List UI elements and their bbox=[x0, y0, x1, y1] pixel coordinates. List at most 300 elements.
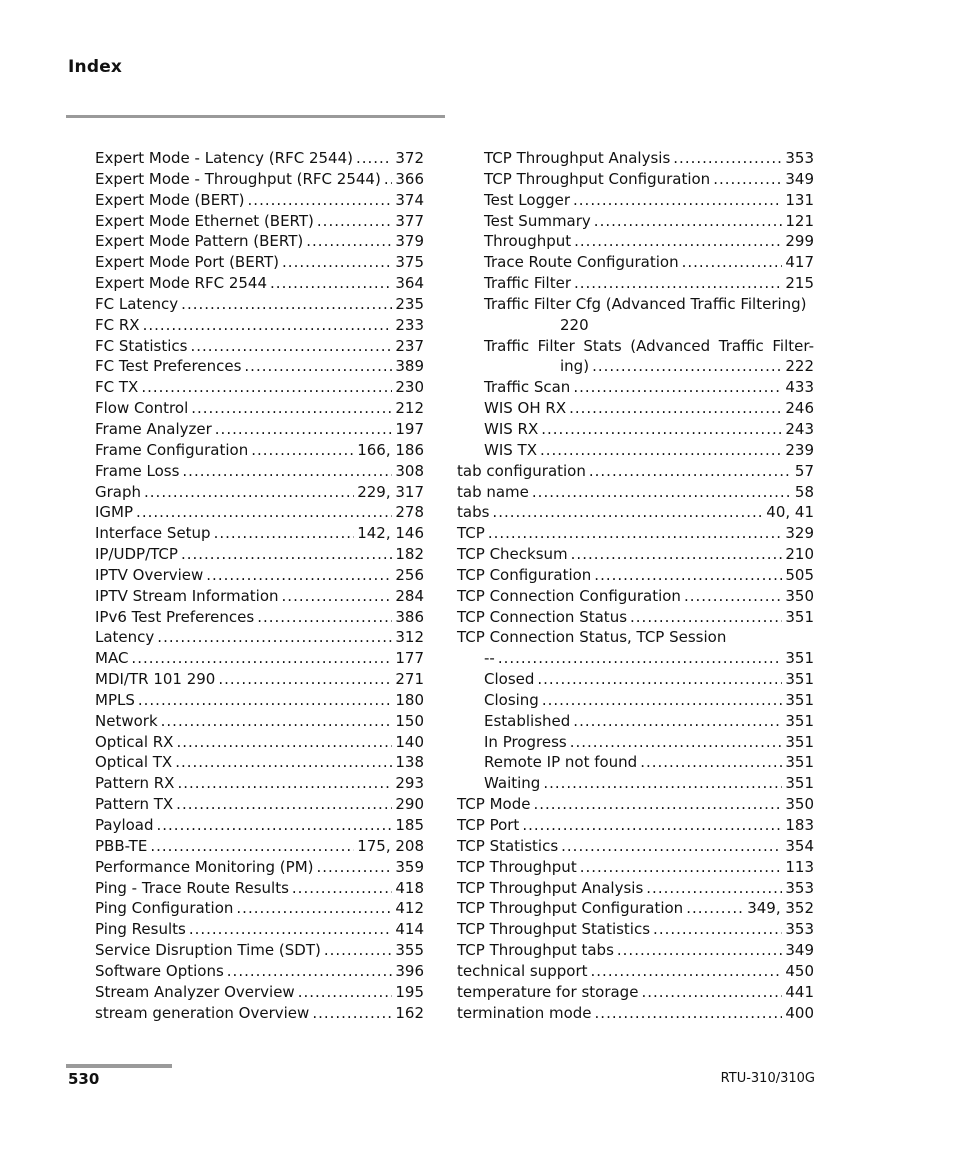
entry-page: 354 bbox=[785, 836, 814, 855]
entry-page: 175, 208 bbox=[357, 836, 424, 855]
dot-leader bbox=[673, 148, 782, 169]
entry-page: 412 bbox=[395, 899, 424, 918]
entry-page: 359 bbox=[395, 857, 424, 876]
entry-page: 441 bbox=[785, 982, 814, 1001]
entry-label: TCP Port bbox=[457, 816, 520, 834]
entry-label: Expert Mode RFC 2544 bbox=[95, 274, 268, 293]
index-entry bbox=[95, 1003, 424, 1024]
entry-label: Traffic Filter Cfg (Advanced Traffic Filtering) bbox=[484, 294, 807, 313]
index-entry bbox=[457, 544, 814, 565]
entry-label: Service Disruption Time (SDT) bbox=[95, 941, 321, 960]
entry-page: 195 bbox=[395, 982, 424, 1001]
index-entry bbox=[457, 148, 814, 169]
entry-label: TCP Connection Status bbox=[457, 607, 628, 626]
entry-page: 396 bbox=[395, 961, 424, 980]
dot-leader bbox=[630, 607, 782, 628]
entry-page: 351 bbox=[785, 670, 814, 689]
index-entry bbox=[95, 961, 424, 982]
entry-label: Stream Analyzer Overview bbox=[95, 982, 295, 1001]
index-entry bbox=[95, 815, 424, 836]
entry-label: Expert Mode Port (BERT) bbox=[95, 253, 280, 272]
index-entry bbox=[457, 836, 814, 857]
dot-leader bbox=[282, 252, 392, 273]
index-entry bbox=[457, 419, 814, 440]
index-entry bbox=[457, 857, 814, 878]
dot-leader bbox=[573, 377, 782, 398]
index-entry-session-heading: TCP Connection Status, TCP Session bbox=[457, 628, 727, 647]
entry-page: 351 bbox=[785, 607, 814, 626]
entry-page: 183 bbox=[785, 816, 814, 834]
dot-leader bbox=[312, 1003, 392, 1024]
index-entry bbox=[95, 857, 424, 878]
entry-label: Frame Analyzer bbox=[95, 419, 212, 438]
entry-page: 271 bbox=[395, 670, 424, 689]
entry-label: Network bbox=[95, 711, 158, 730]
index-entry bbox=[95, 940, 424, 961]
entry-page: 386 bbox=[395, 607, 424, 626]
entry-page: 351 bbox=[785, 774, 814, 793]
dot-leader bbox=[533, 794, 782, 815]
entry-page: 350 bbox=[785, 795, 814, 814]
dot-leader bbox=[569, 398, 782, 419]
index-entry bbox=[95, 315, 424, 336]
index-entry bbox=[457, 565, 814, 586]
index-entry bbox=[95, 565, 424, 586]
entry-page: 299 bbox=[785, 232, 814, 251]
dot-leader bbox=[144, 482, 354, 503]
entry-label: WIS RX bbox=[484, 419, 539, 438]
index-entry bbox=[95, 711, 424, 732]
index-entry bbox=[457, 461, 814, 482]
entry-page: 138 bbox=[395, 753, 424, 772]
index-entry bbox=[95, 794, 424, 815]
index-entry bbox=[457, 982, 814, 1003]
entry-page: 450 bbox=[785, 961, 814, 980]
dot-leader bbox=[492, 502, 763, 523]
entry-label: TCP Mode bbox=[457, 795, 531, 814]
word: Filter bbox=[537, 336, 575, 355]
entry-label: Traffic Filter bbox=[484, 274, 571, 293]
entry-page: 233 bbox=[395, 315, 424, 334]
entry-label: Expert Mode Pattern (BERT) bbox=[95, 232, 304, 251]
dot-leader bbox=[574, 273, 782, 294]
entry-page: 222 bbox=[785, 357, 814, 376]
index-entry bbox=[95, 773, 424, 794]
index-entry bbox=[457, 482, 814, 503]
dot-leader bbox=[244, 356, 392, 377]
entry-page: 351 bbox=[785, 732, 814, 751]
entry-page: 355 bbox=[395, 941, 424, 960]
entry-label: IPTV Stream Information bbox=[95, 586, 279, 605]
entry-page: 215 bbox=[785, 274, 814, 293]
entry-label: Traffic Scan bbox=[484, 378, 571, 397]
index-entry bbox=[457, 732, 814, 753]
index-entry bbox=[457, 586, 814, 607]
entry-label: termination mode bbox=[457, 1003, 592, 1022]
footer-model-name: RTU-310/310G bbox=[720, 1071, 815, 1086]
entry-label: FC TX bbox=[95, 378, 139, 397]
entry-label: Expert Mode - Throughput (RFC 2544) bbox=[95, 169, 381, 188]
entry-label: WIS TX bbox=[484, 440, 537, 459]
index-entry bbox=[95, 294, 424, 315]
index-left-column bbox=[95, 148, 424, 1023]
dot-leader bbox=[191, 398, 392, 419]
entry-page: 210 bbox=[785, 545, 814, 564]
index-entry bbox=[95, 732, 424, 753]
word: Filter- bbox=[772, 336, 814, 355]
index-entry bbox=[457, 607, 814, 628]
entry-label: Latency bbox=[95, 628, 155, 647]
entry-page: 212 bbox=[395, 399, 424, 418]
entry-page: 374 bbox=[395, 190, 424, 209]
index-entry bbox=[457, 669, 814, 690]
dot-leader bbox=[157, 815, 393, 836]
entry-page: 417 bbox=[785, 253, 814, 272]
index-entry bbox=[95, 836, 424, 857]
index-entry bbox=[95, 627, 424, 648]
dot-leader bbox=[573, 190, 782, 211]
dot-leader bbox=[537, 669, 782, 690]
entry-label: Closed bbox=[484, 670, 535, 689]
index-entry bbox=[95, 919, 424, 940]
entry-label: TCP Throughput Configuration bbox=[484, 169, 711, 188]
dot-leader bbox=[270, 273, 392, 294]
dot-leader bbox=[182, 461, 392, 482]
dot-leader bbox=[176, 794, 392, 815]
dot-leader bbox=[181, 544, 392, 565]
header-divider bbox=[66, 115, 445, 118]
entry-page: 197 bbox=[395, 419, 424, 438]
index-entry bbox=[95, 523, 424, 544]
entry-page: 185 bbox=[395, 816, 424, 834]
entry-label: Ping - Trace Route Results bbox=[95, 878, 289, 897]
dot-leader bbox=[488, 523, 783, 544]
index-entry bbox=[457, 961, 814, 982]
entry-page: 284 bbox=[395, 586, 424, 605]
entry-page: 329 bbox=[785, 524, 814, 543]
dot-leader bbox=[356, 148, 392, 169]
entry-label: TCP Configuration bbox=[457, 565, 592, 584]
entry-page: 400 bbox=[785, 1003, 814, 1022]
dot-leader bbox=[532, 482, 792, 503]
index-entry bbox=[457, 273, 814, 294]
index-entry bbox=[95, 190, 424, 211]
dot-leader bbox=[136, 502, 392, 523]
dot-leader bbox=[541, 419, 782, 440]
dot-leader bbox=[306, 231, 392, 252]
index-entry bbox=[95, 898, 424, 919]
entry-label: Payload bbox=[95, 816, 154, 834]
entry-label: MAC bbox=[95, 649, 129, 668]
index-entry-traffic-filter-stats bbox=[457, 336, 814, 378]
dot-leader bbox=[176, 732, 392, 753]
entry-page: 312 bbox=[395, 628, 424, 647]
entry-label: Performance Monitoring (PM) bbox=[95, 857, 314, 876]
entry-page: 180 bbox=[395, 690, 424, 709]
dot-leader bbox=[574, 231, 782, 252]
index-entry bbox=[95, 648, 424, 669]
dot-leader bbox=[190, 336, 392, 357]
entry-label: TCP Throughput Statistics bbox=[457, 920, 651, 939]
dot-leader bbox=[157, 627, 392, 648]
index-entry bbox=[457, 752, 814, 773]
entry-page: 351 bbox=[785, 753, 814, 772]
entry-page: 351 bbox=[785, 649, 814, 668]
dot-leader bbox=[181, 294, 392, 315]
entry-label: Frame Configuration bbox=[95, 440, 249, 459]
entry-page: 433 bbox=[785, 378, 814, 397]
index-entry bbox=[457, 523, 814, 544]
entry-page: 182 bbox=[395, 545, 424, 564]
dot-leader bbox=[248, 190, 393, 211]
entry-page: 235 bbox=[395, 294, 424, 313]
index-entry bbox=[95, 878, 424, 899]
index-entry bbox=[95, 231, 424, 252]
entry-label-line2 bbox=[457, 356, 814, 377]
word: Traffic bbox=[718, 336, 764, 355]
index-entry bbox=[457, 815, 814, 836]
index-entry bbox=[457, 211, 814, 232]
entry-label: Optical TX bbox=[95, 753, 173, 772]
entry-page: 414 bbox=[395, 920, 424, 939]
entry-page: 505 bbox=[785, 565, 814, 584]
entry-page: 229, 317 bbox=[357, 482, 424, 501]
dot-leader bbox=[214, 523, 355, 544]
footer-page-number: 530 bbox=[68, 1070, 100, 1088]
index-entry bbox=[457, 648, 814, 669]
entry-page: 350 bbox=[785, 586, 814, 605]
dot-leader bbox=[138, 690, 392, 711]
entry-page: 57 bbox=[794, 461, 814, 480]
dot-leader bbox=[324, 940, 393, 961]
dot-leader bbox=[236, 898, 392, 919]
dot-leader bbox=[713, 169, 782, 190]
index-entry bbox=[95, 544, 424, 565]
entry-label: technical support bbox=[457, 961, 588, 980]
dot-leader bbox=[257, 607, 392, 628]
entry-label: -- bbox=[484, 649, 495, 668]
entry-label: Remote IP not found bbox=[484, 753, 638, 772]
index-entry bbox=[457, 231, 814, 252]
entry-label: stream generation Overview bbox=[95, 1003, 310, 1022]
index-entry bbox=[457, 398, 814, 419]
index-entry bbox=[457, 898, 814, 919]
index-entry bbox=[95, 669, 424, 690]
entry-label: temperature for storage bbox=[457, 982, 639, 1001]
dot-leader bbox=[617, 940, 782, 961]
index-entry bbox=[95, 440, 424, 461]
dot-leader bbox=[641, 982, 782, 1003]
entry-page: 353 bbox=[785, 920, 814, 939]
entry-label: Throughput bbox=[484, 232, 572, 251]
dot-leader bbox=[177, 773, 392, 794]
entry-label: tab name bbox=[457, 482, 529, 501]
entry-page: 121 bbox=[785, 211, 814, 230]
index-entry bbox=[95, 273, 424, 294]
index-entry bbox=[457, 878, 814, 899]
entry-label: Closing bbox=[484, 690, 539, 709]
entry-page: 142, 146 bbox=[357, 524, 424, 543]
entry-page: 162 bbox=[395, 1003, 424, 1022]
word: Traffic bbox=[484, 336, 530, 355]
index-entry bbox=[457, 940, 814, 961]
entry-label: TCP Throughput Analysis bbox=[457, 878, 644, 897]
dot-leader bbox=[251, 440, 354, 461]
entry-page: 364 bbox=[395, 274, 424, 293]
index-entry bbox=[95, 586, 424, 607]
index-entry bbox=[95, 461, 424, 482]
entry-label: In Progress bbox=[484, 732, 567, 751]
dot-leader bbox=[227, 961, 393, 982]
dot-leader bbox=[384, 169, 393, 190]
entry-label: Expert Mode (BERT) bbox=[95, 190, 245, 209]
dot-leader bbox=[150, 836, 354, 857]
entry-label: Expert Mode Ethernet (BERT) bbox=[95, 211, 314, 230]
dot-leader bbox=[218, 669, 392, 690]
index-entry bbox=[95, 356, 424, 377]
entry-page: 131 bbox=[785, 190, 814, 209]
entry-label: IPv6 Test Preferences bbox=[95, 607, 255, 626]
word: (Advanced bbox=[630, 336, 711, 355]
entry-page: 243 bbox=[785, 419, 814, 438]
entry-label: TCP Throughput bbox=[457, 857, 577, 876]
entry-label: PBB-TE bbox=[95, 836, 148, 855]
index-right-column bbox=[457, 148, 814, 1023]
dot-leader bbox=[131, 648, 392, 669]
entry-label: FC Latency bbox=[95, 294, 179, 313]
entry-label: TCP Connection Configuration bbox=[457, 586, 681, 605]
index-entry bbox=[95, 211, 424, 232]
entry-page: 166, 186 bbox=[357, 440, 424, 459]
entry-label: Frame Loss bbox=[95, 461, 180, 480]
entry-label: IP/UDP/TCP bbox=[95, 545, 178, 564]
dot-leader bbox=[686, 898, 744, 919]
dot-leader bbox=[570, 732, 783, 753]
entry-label-line1 bbox=[457, 336, 814, 357]
dot-leader bbox=[591, 961, 783, 982]
entry-page: 377 bbox=[395, 211, 424, 230]
index-entry bbox=[95, 690, 424, 711]
entry-page: 349, 352 bbox=[747, 899, 814, 918]
dot-leader bbox=[206, 565, 392, 586]
index-entry bbox=[95, 607, 424, 628]
index-entry-traffic-filter-cfg bbox=[457, 294, 814, 336]
entry-page: 220 bbox=[560, 315, 589, 334]
dot-leader bbox=[594, 211, 783, 232]
index-entry bbox=[457, 440, 814, 461]
index-entry bbox=[95, 336, 424, 357]
entry-page: 351 bbox=[785, 711, 814, 730]
entry-label: Test Logger bbox=[484, 190, 571, 209]
index-entry bbox=[95, 482, 424, 503]
index-entry bbox=[457, 773, 814, 794]
entry-label: Interface Setup bbox=[95, 524, 211, 543]
entry-label: Flow Control bbox=[95, 399, 189, 418]
entry-label: TCP Checksum bbox=[457, 545, 568, 564]
entry-page: 375 bbox=[395, 253, 424, 272]
entry-label: IGMP bbox=[95, 503, 134, 522]
entry-page: 349 bbox=[785, 169, 814, 188]
entry-label: tabs bbox=[457, 503, 490, 522]
entry-label: Graph bbox=[95, 482, 142, 501]
dot-leader bbox=[522, 815, 782, 836]
entry-page: 239 bbox=[785, 440, 814, 459]
index-entry bbox=[95, 982, 424, 1003]
index-entry bbox=[95, 169, 424, 190]
entry-label: TCP Throughput Configuration bbox=[457, 899, 684, 918]
dot-leader bbox=[589, 461, 792, 482]
entry-label: MDI/TR 101 290 bbox=[95, 670, 216, 689]
entry-label: Software Options bbox=[95, 961, 224, 980]
entry-label: FC Statistics bbox=[95, 336, 188, 355]
dot-leader bbox=[298, 982, 393, 1003]
index-entry bbox=[457, 690, 814, 711]
index-entry bbox=[457, 502, 814, 523]
entry-label: Ping Results bbox=[95, 920, 186, 939]
entry-label: FC Test Preferences bbox=[95, 357, 242, 376]
index-entry bbox=[95, 419, 424, 440]
dot-leader bbox=[540, 440, 782, 461]
index-entry bbox=[95, 377, 424, 398]
entry-label: Established bbox=[484, 711, 571, 730]
entry-label: Ping Configuration bbox=[95, 899, 234, 918]
index-entry bbox=[457, 377, 814, 398]
entry-label: Trace Route Configuration bbox=[484, 253, 679, 272]
entry-label: Expert Mode - Latency (RFC 2544) bbox=[95, 149, 353, 167]
dot-leader bbox=[542, 690, 783, 711]
index-entry bbox=[457, 169, 814, 190]
entry-label: Pattern RX bbox=[95, 774, 175, 793]
entry-page: 389 bbox=[395, 357, 424, 376]
entry-label: TCP bbox=[457, 524, 485, 543]
entry-page: 237 bbox=[395, 336, 424, 355]
dot-leader bbox=[161, 711, 393, 732]
entry-page: 353 bbox=[785, 149, 814, 167]
dot-leader bbox=[317, 211, 392, 232]
entry-page: 366 bbox=[395, 169, 424, 188]
dot-leader bbox=[594, 565, 782, 586]
entry-page: 278 bbox=[395, 503, 424, 522]
entry-page: 177 bbox=[395, 649, 424, 668]
index-entry bbox=[457, 919, 814, 940]
dot-leader bbox=[498, 648, 783, 669]
entry-label: IPTV Overview bbox=[95, 565, 204, 584]
dot-leader bbox=[141, 377, 392, 398]
entry-page: 246 bbox=[785, 399, 814, 418]
entry-label: Test Summary bbox=[484, 211, 591, 230]
entry-page: 40, 41 bbox=[766, 503, 814, 522]
entry-page: 140 bbox=[395, 732, 424, 751]
entry-label: TCP Throughput Analysis bbox=[484, 149, 671, 167]
entry-page: 58 bbox=[794, 482, 814, 501]
dot-leader bbox=[143, 315, 393, 336]
index-entry bbox=[457, 190, 814, 211]
dot-leader bbox=[682, 252, 783, 273]
dot-leader bbox=[684, 586, 782, 607]
dot-leader bbox=[215, 419, 393, 440]
entry-label: Pattern TX bbox=[95, 795, 174, 814]
entry-page: 351 bbox=[785, 690, 814, 709]
dot-leader bbox=[175, 752, 392, 773]
entry-page: 293 bbox=[395, 774, 424, 793]
entry-label: Waiting bbox=[484, 774, 541, 793]
entry-page: 256 bbox=[395, 565, 424, 584]
index-entry bbox=[95, 252, 424, 273]
dot-leader bbox=[640, 752, 782, 773]
index-entry bbox=[457, 711, 814, 732]
index-entry bbox=[457, 1003, 814, 1024]
dot-leader bbox=[292, 878, 392, 899]
